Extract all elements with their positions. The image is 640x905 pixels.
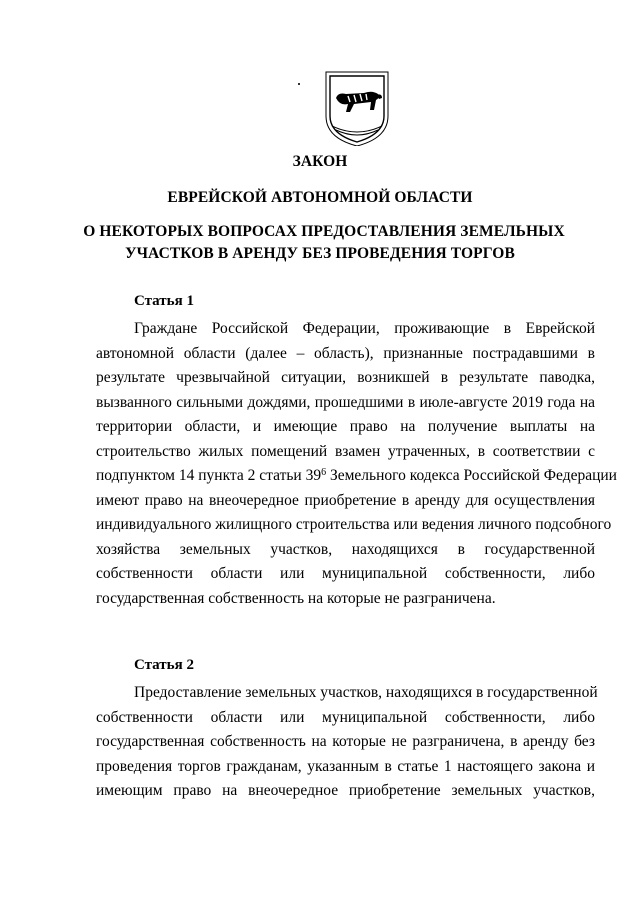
article-1-line: государственная собственность на которые не разграничена. xyxy=(96,589,496,607)
article-2-line: проведения торгов гражданам, указанным в статье 1 настоящего закона и xyxy=(96,757,595,775)
article-1-line-part: Земельного кодекса Российской Федерации xyxy=(326,467,617,484)
article-number-superscript: 6 xyxy=(321,467,327,478)
doc-subject-line-2: УЧАСТКОВ В АРЕНДУ БЕЗ ПРОВЕДЕНИЯ ТОРГОВ xyxy=(125,245,515,262)
article-2-line: собственности области или муниципальной собственности, либо xyxy=(96,708,595,726)
article-1-line: собственности области или муниципальной собственности, либо xyxy=(96,565,595,582)
article-1-line: строительство жилых помещений взамен утраченных, в соответствии с xyxy=(96,442,595,460)
doc-title-law: ЗАКОН xyxy=(292,153,348,170)
article-2-heading: Статья 2 xyxy=(134,657,194,673)
article-2-line: государственная собственность на которые не разграничена, в аренду без xyxy=(96,733,595,750)
article-1-line: территории области, и имеющие право на получение выплаты на xyxy=(96,418,595,435)
doc-subject-line-1: О НЕКОТОРЫХ ВОПРОСАХ ПРЕДОСТАВЛЕНИЯ ЗЕМЕЛЬНЫХ xyxy=(83,223,565,240)
article-1-line: индивидуального жилищного строительства или ведения личного подсобного xyxy=(96,516,612,533)
article-1-line: автономной области (далее – область), признанные пострадавшими в xyxy=(96,344,595,362)
article-1-line: Граждане Российской Федерации, проживающие в Еврейской xyxy=(134,320,595,337)
article-1-text xyxy=(96,317,617,611)
article-1-line-part: подпунктом 14 пункта 2 статьи 39 xyxy=(96,467,322,484)
doc-title-region: ЕВРЕЙСКОЙ АВТОНОМНОЙ ОБЛАСТИ xyxy=(167,189,473,206)
article-1-line-with-superscript xyxy=(96,464,617,489)
article-2-line: Предоставление земельных участков, находящихся в государственной xyxy=(134,684,598,701)
scan-speck xyxy=(298,83,300,85)
article-2-text xyxy=(96,681,598,804)
article-1-line: имеют право на внеочередное приобретение в аренду для осуществления xyxy=(96,491,595,509)
article-1-line: хозяйства земельных участков, находящихся в государственной xyxy=(96,540,595,558)
article-1-line: результате чрезвычайной ситуации, возникшей в результате паводка, xyxy=(96,369,595,386)
coat-of-arms-emblem xyxy=(324,68,390,146)
article-2-line: имеющим право на внеочередное приобретение земельных участков, xyxy=(96,782,595,799)
article-1-line: вызванного сильными дождями, прошедшими в июле-августе 2019 года на xyxy=(96,393,595,411)
article-1-heading: Статья 1 xyxy=(134,293,194,309)
